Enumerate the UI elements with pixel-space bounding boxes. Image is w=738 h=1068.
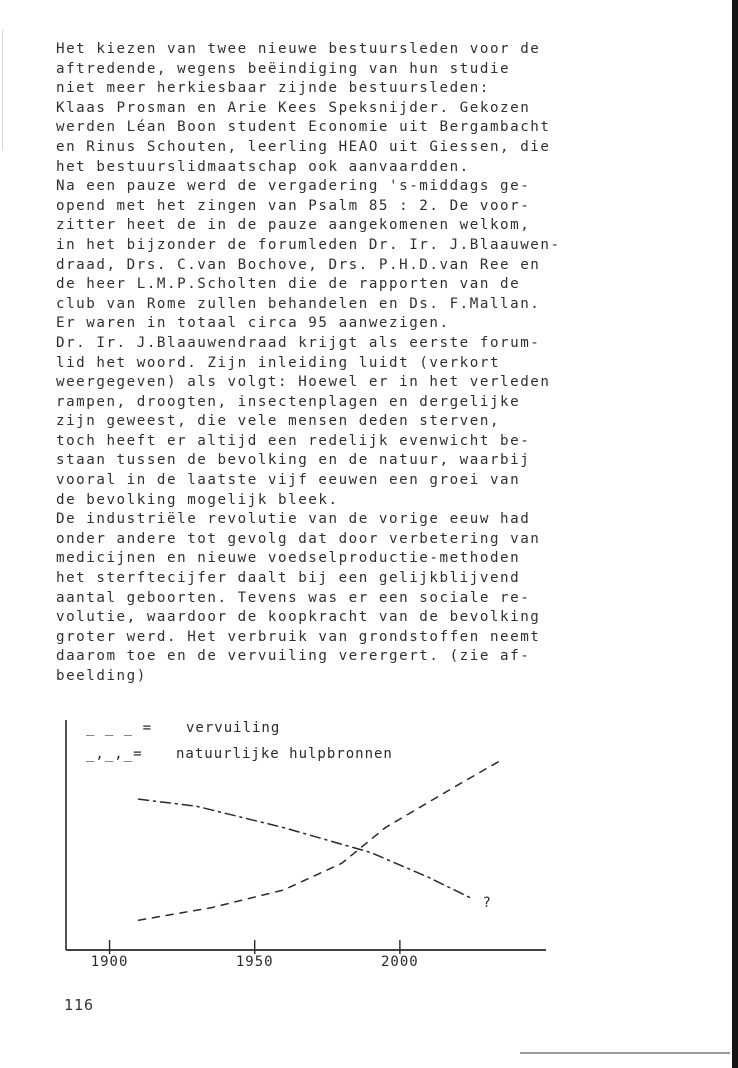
text-line: Er waren in totaal circa 95 aanwezigen.	[56, 315, 450, 332]
legend-label: natuurlijke hulpbronnen	[176, 746, 393, 762]
text-line: zijn geweest, die vele mensen deden sterven,	[56, 413, 501, 430]
text-line: Klaas Prosman en Arie Kees Speksnijder. Gekozen	[56, 99, 531, 116]
text-line: en Rinus Schouten, leerling HEAO uit Giessen, die	[56, 138, 551, 155]
legend-symbol: _ _ _ =	[86, 720, 153, 736]
legend-symbol: _,_,_=	[86, 746, 143, 762]
scan-border-left	[2, 30, 3, 150]
text-line: volutie, waardoor de koopkracht van de bevolking	[56, 609, 541, 626]
text-line: Het kiezen van twee nieuwe bestuursleden voor de	[56, 41, 541, 57]
series-line-natuurlijke-hulpbronnen	[139, 799, 473, 899]
text-line: vooral in de laatste vijf eeuwen een groei van	[56, 472, 521, 489]
legend-label: vervuiling	[186, 720, 281, 736]
text-line: aftredende, wegens beëindiging van hun studie	[56, 60, 511, 77]
text-line: draad, Drs. C.van Bochove, Drs. P.H.D.van Ree en	[56, 256, 541, 273]
x-tick-label: 1950	[235, 954, 274, 970]
text-line: werden Léan Boon student Economie uit Bergambacht	[56, 119, 551, 136]
text-line: rampen, droogten, insectenplagen en dergelijke	[56, 393, 521, 410]
text-line: Na een pauze werd de vergadering 's-middags ge-	[56, 178, 531, 195]
text-line: groter werd. Het verbruik van grondstoffen neemt	[56, 628, 541, 645]
question-mark-annotation: ?	[482, 894, 492, 911]
x-tick-label: 1900	[90, 954, 129, 970]
text-line: het sterftecijfer daalt bij een gelijkblijvend	[56, 570, 521, 587]
text-line: in het bijzonder de forumleden Dr. Ir. J.Blaauwen-	[56, 236, 561, 253]
body-text	[56, 40, 696, 687]
text-line: beelding)	[56, 668, 147, 684]
text-line: aantal geboorten. Tevens was er een sociale re-	[56, 589, 531, 606]
text-line: zitter heet de in de pauze aangekomenen welkom,	[56, 217, 531, 234]
text-line: onder andere tot gevolg dat door verbetering van	[56, 530, 541, 547]
text-line: weergegeven) als volgt: Hoewel er in het verleden	[56, 374, 551, 391]
text-line: medicijnen en nieuwe voedselproductie-methoden	[56, 550, 521, 567]
text-line: De industriële revolutie van de vorige eeuw had	[56, 511, 531, 528]
text-line: de bevolking mogelijk bleek.	[56, 491, 339, 508]
figure-chart	[56, 700, 576, 980]
text-line: Dr. Ir. J.Blaauwendraad krijgt als eerste forum-	[56, 334, 541, 351]
series-line-vervuiling	[139, 760, 502, 920]
text-line: club van Rome zullen behandelen en Ds. F.Mallan.	[56, 295, 541, 312]
chart-svg	[56, 700, 576, 980]
text-line: daarom toe en de vervuiling verergert. (zie af-	[56, 648, 531, 665]
scan-border-bottom	[520, 1052, 730, 1054]
x-tick-label: 2000	[381, 954, 419, 970]
text-line: toch heeft er altijd een redelijk evenwicht be-	[56, 432, 531, 449]
text-line: lid het woord. Zijn inleiding luidt (verkort	[56, 354, 501, 371]
text-line: de heer L.M.P.Scholten die de rapporten van de	[56, 276, 521, 293]
text-line: staan tussen de bevolking en de natuur, waarbij	[56, 452, 531, 469]
text-line: opend met het zingen van Psalm 85 : 2. De voor-	[56, 197, 531, 214]
text-line: het bestuurslidmaatschap ook aanvaardden.	[56, 158, 470, 175]
scan-border-right	[732, 0, 738, 1068]
text-line: niet meer herkiesbaar zijnde bestuursleden:	[56, 80, 490, 97]
page-number: 116	[64, 996, 95, 1014]
